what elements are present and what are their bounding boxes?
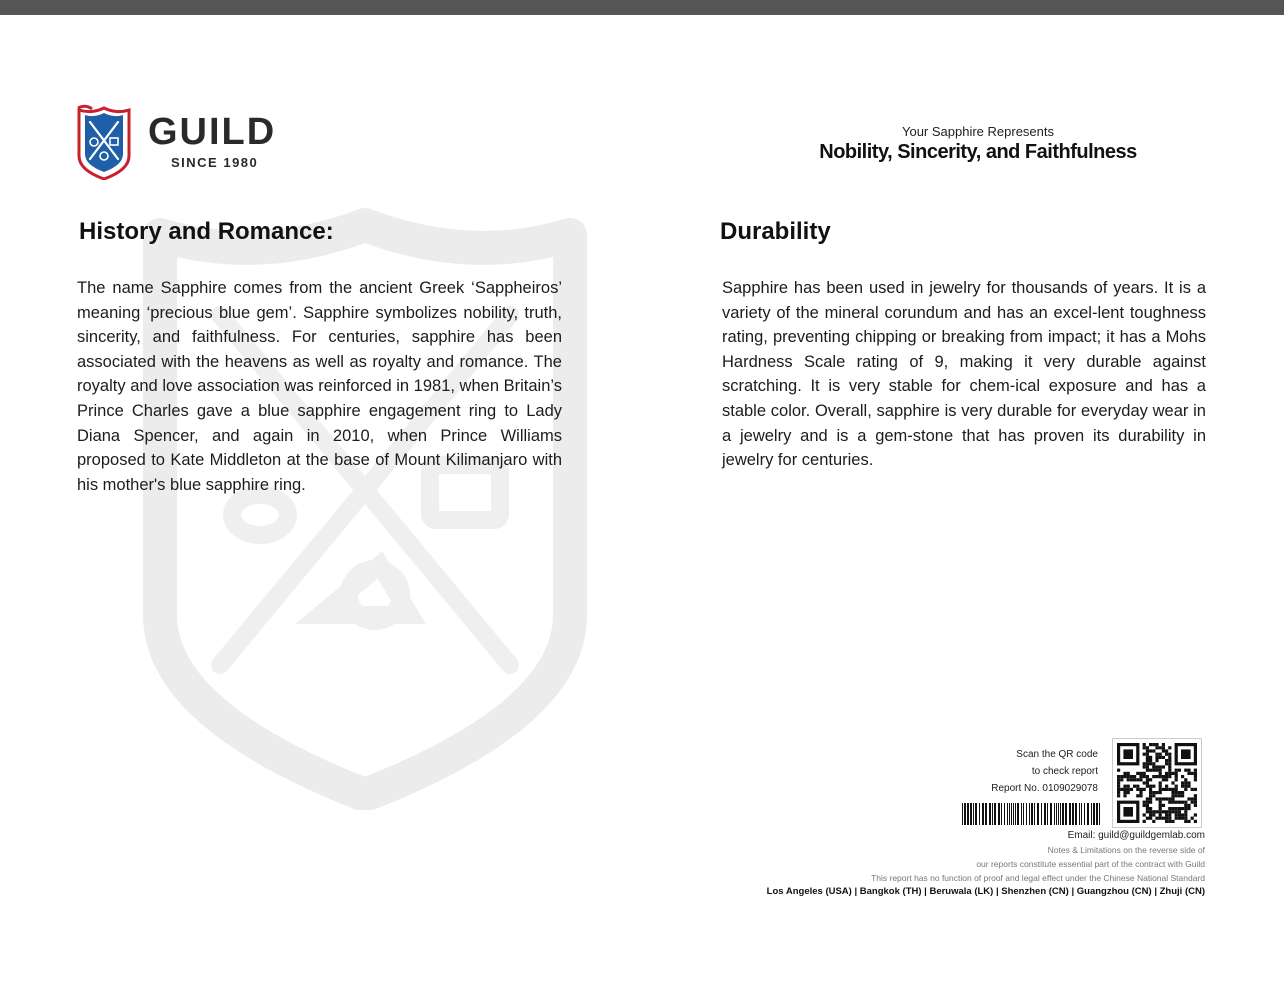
represents-block [800,124,1156,164]
history-text: The name Sapphire comes from the ancient Greek ‘Sappheiros’ meaning ‘precious blue gem’. Sapphire symbolizes nobility, truth, sincerity, and faithfulness. For centuries, sapphire has been associated with the heavens as well as royalty and romance. The royalty and love association was reinforced in 1981, when Britain’s Prince Charles gave a blue sapphire engagement ring to Lady Diana Spencer, and again in 2010, when Prince Williams proposed to Kate Middleton at the base of Mount Kilimanjaro with his mother's blue sapphire ring. [77,279,562,494]
durability-text: Sapphire has been used in jewelry for thousands of years. It is a variety of the mineral corundum and has an excel-lent toughness rating, preventing chipping or breaking from impact; it has a Mohs Hardness Scale rating of 9, making it very durable against scratching. It is very stable for chem-ical exposure and has a stable color. Overall, sapphire is very durable for everyday wear in a jewelry and is a gem-stone that has proven its durability in jewelry for centuries. [722,279,1206,470]
brand-name: GUILD [148,111,277,153]
footer-notes [767,829,1205,899]
scan-line-2: to check report [1031,766,1098,777]
note-line-3: This report has no function of proof and legal effect under the Chinese National Standard [871,873,1205,883]
represents-qualities: Nobility, Sincerity, and Faithfulness [819,141,1137,163]
note-line-1: Notes & Limitations on the reverse side of [1047,845,1205,855]
scan-line-1: Scan the QR code [1016,749,1098,760]
office-locations: Los Angeles (USA) | Bangkok (TH) | Beruwala (LK) | Shenzhen (CN) | Guangzhou (CN) | Zhuji (CN) [766,886,1205,897]
represents-intro: Your Sapphire Represents [901,124,1054,139]
history-heading: History and Romance: [79,218,334,245]
qr-code[interactable] [1112,738,1202,828]
guild-logo [76,104,286,182]
durability-heading: Durability [720,218,831,245]
qr-code-icon [1113,739,1201,827]
top-bar [0,0,1284,15]
contact-email[interactable]: Email: guild@guildgemlab.com [1067,830,1205,841]
barcode-icon [962,803,1100,825]
brand-since: SINCE 1980 [171,155,259,170]
crest-icon [76,104,132,180]
report-number: Report No. 0109029078 [991,783,1098,794]
note-line-2: our reports constitute essential part of the contract with Guild [976,859,1205,869]
